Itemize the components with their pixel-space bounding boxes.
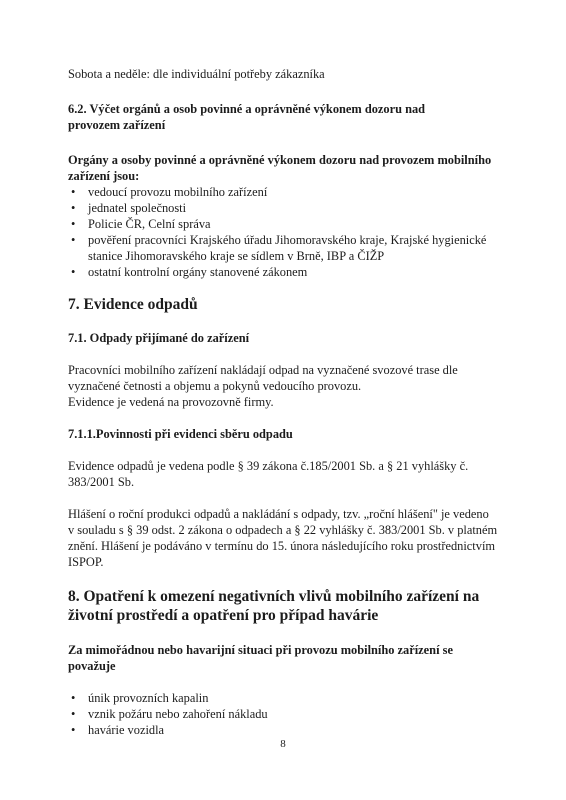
section-8-lead: Za mimořádnou nebo havarijní situaci při provozu mobilního zařízení se považuje — [68, 643, 453, 673]
section-7-heading: 7. Evidence odpadů — [68, 296, 198, 313]
list-item: • ostatní kontrolní orgány stanovené zákonem — [68, 264, 508, 280]
page-number: 8 — [280, 738, 286, 750]
list-item: • Policie ČR, Celní správa — [68, 216, 508, 232]
list-item: • pověření pracovníci Krajského úřadu Jihomoravského kraje, Krajské hygienické stanice Jihomoravského kraje se sídlem v Brně, IBP a ČIŽP — [68, 232, 488, 264]
list-item: • únik provozních kapalin — [68, 690, 508, 706]
section-7-1-1-heading: 7.1.1.Povinnosti při evidenci sběru odpadu — [68, 427, 293, 441]
list-item: • vedoucí provozu mobilního zařízení — [68, 184, 508, 200]
section-6-2-heading: 6.2. Výčet orgánů a osob povinné a oprávněné výkonem dozoru nad provozem zařízení — [68, 102, 426, 132]
section-7-1-paragraph: Pracovníci mobilního zařízení nakládají odpad na vyznačené svozové trase dle vyznačené četnosti a objemu a pokynů vedoucího provozu. — [68, 363, 458, 393]
list-item: • vznik požáru nebo zahoření nákladu — [68, 706, 508, 722]
section-8-heading: 8. Opatření k omezení negativních vlivů mobilního zařízení na životní prostředí a opatření pro případ havárie — [68, 588, 480, 624]
section-7-1-heading: 7.1. Odpady přijímané do zařízení — [68, 331, 250, 345]
section-7-1-1-paragraph: Evidence odpadů je vedena podle § 39 zákona č.185/2001 Sb. a § 21 vyhlášky č. 383/2001 Sb. — [68, 459, 469, 489]
supervisors-list — [68, 184, 508, 280]
section-7-1-1-paragraph-2: Hlášení o roční produkci odpadů a nakládání s odpady, tzv. „roční hlášení" je vedeno v souladu s § 39 odst. 2 zákona o odpadech a § 22 vyhlášky č. 383/2001 Sb. v platném znění. Hlášení je podáváno v termínu do 15. února následujícího roku prostřednictvím ISPOP. — [68, 507, 498, 569]
section-7-1-paragraph-2: Evidence je vedená na provozovně firmy. — [68, 395, 274, 409]
document-page — [68, 60, 508, 738]
emergency-list — [68, 690, 508, 738]
section-6-2-lead: Orgány a osoby povinné a oprávněné výkonem dozoru nad provozem mobilního zařízení jsou: — [68, 153, 492, 183]
list-item: • jednatel společnosti — [68, 200, 508, 216]
intro-line: Sobota a neděle: dle individuální potřeby zákazníka — [68, 67, 325, 81]
list-item: • havárie vozidla — [68, 722, 508, 738]
